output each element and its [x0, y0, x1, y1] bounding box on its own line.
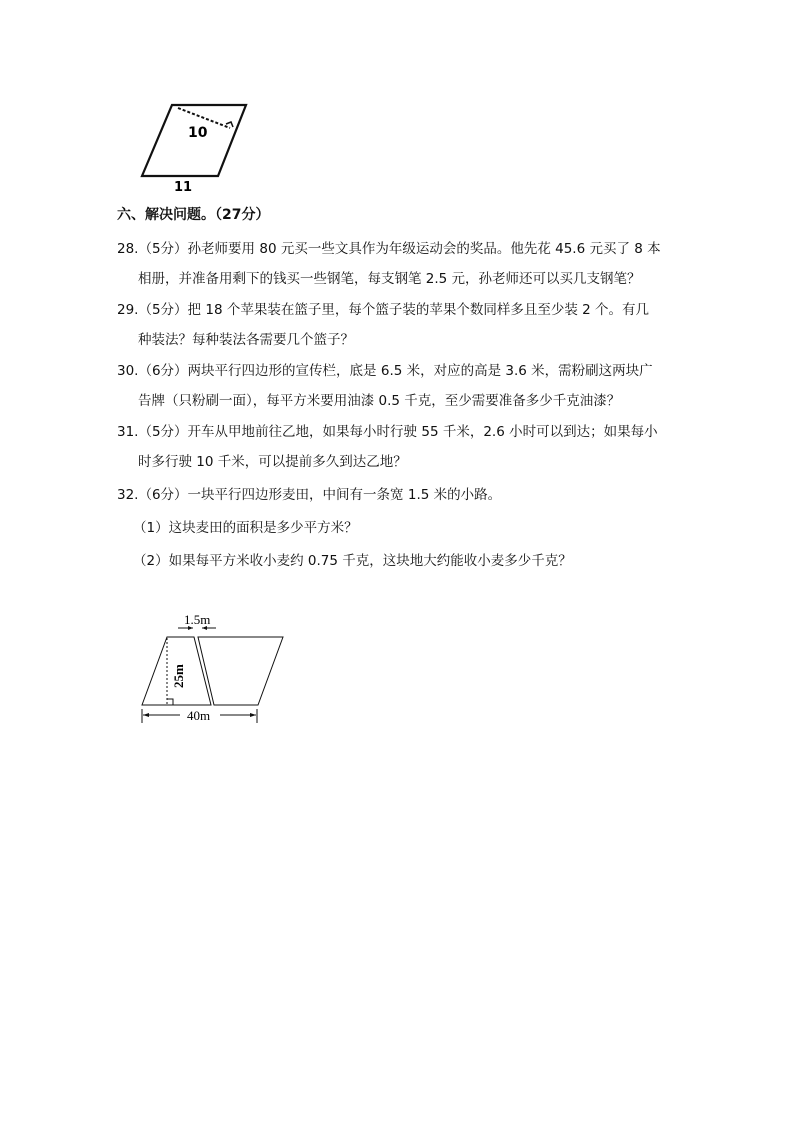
wheat-field-figure — [130, 605, 300, 730]
base-label: 40m — [187, 708, 211, 723]
question-30-line-2: 告牌（只粉刷一面），每平方米要用油漆 0.5 千克，至少需要准备多少千克油漆？ — [138, 393, 621, 409]
question-28-line-2: 相册，并准备用剩下的钱买一些钢笔，每支钢笔 2.5 元，孙老师还可以买几支钢笔？ — [138, 271, 641, 287]
parallelogram-figure-1 — [130, 95, 280, 195]
question-32-line-1: 32.（6分）一块平行四边形麦田，中间有一条宽 1.5 米的小路。 — [117, 487, 502, 503]
question-32-sub-2: （2）如果每平方米收小麦约 0.75 千克，这块地大约能收小麦多少千克？ — [133, 553, 572, 569]
section-title: 六、解决问题。（27分） — [117, 207, 270, 223]
question-31-line-2: 时多行驶 10 千米，可以提前多久到达乙地？ — [138, 454, 407, 470]
height-label: 25m — [171, 664, 186, 688]
figure1-base-label: 11 — [174, 180, 193, 195]
question-32-sub-1: （1）这块麦田的面积是多少平方米？ — [133, 520, 358, 536]
path-width-label: 1.5m — [184, 612, 211, 627]
question-29-line-1: 29.（5分）把 18 个苹果装在篮子里，每个篮子装的苹果个数同样多且至少装 2 个。有几 — [117, 302, 649, 318]
question-28-line-1: 28.（5分）孙老师要用 80 元买一些文具作为年级运动会的奖品。他先花 45.6 元买了 8 本 — [117, 241, 661, 257]
question-30-line-1: 30.（6分）两块平行四边形的宣传栏，底是 6.5 米，对应的高是 3.6 米，需粉刷这两块广 — [117, 363, 653, 379]
question-31-line-1: 31.（5分）开车从甲地前往乙地，如果每小时行驶 55 千米，2.6 小时可以到达；如果每小 — [117, 424, 658, 440]
figure1-height-label: 10 — [188, 125, 208, 141]
question-29-line-2: 种装法？每种装法各需要几个篮子？ — [138, 332, 354, 348]
